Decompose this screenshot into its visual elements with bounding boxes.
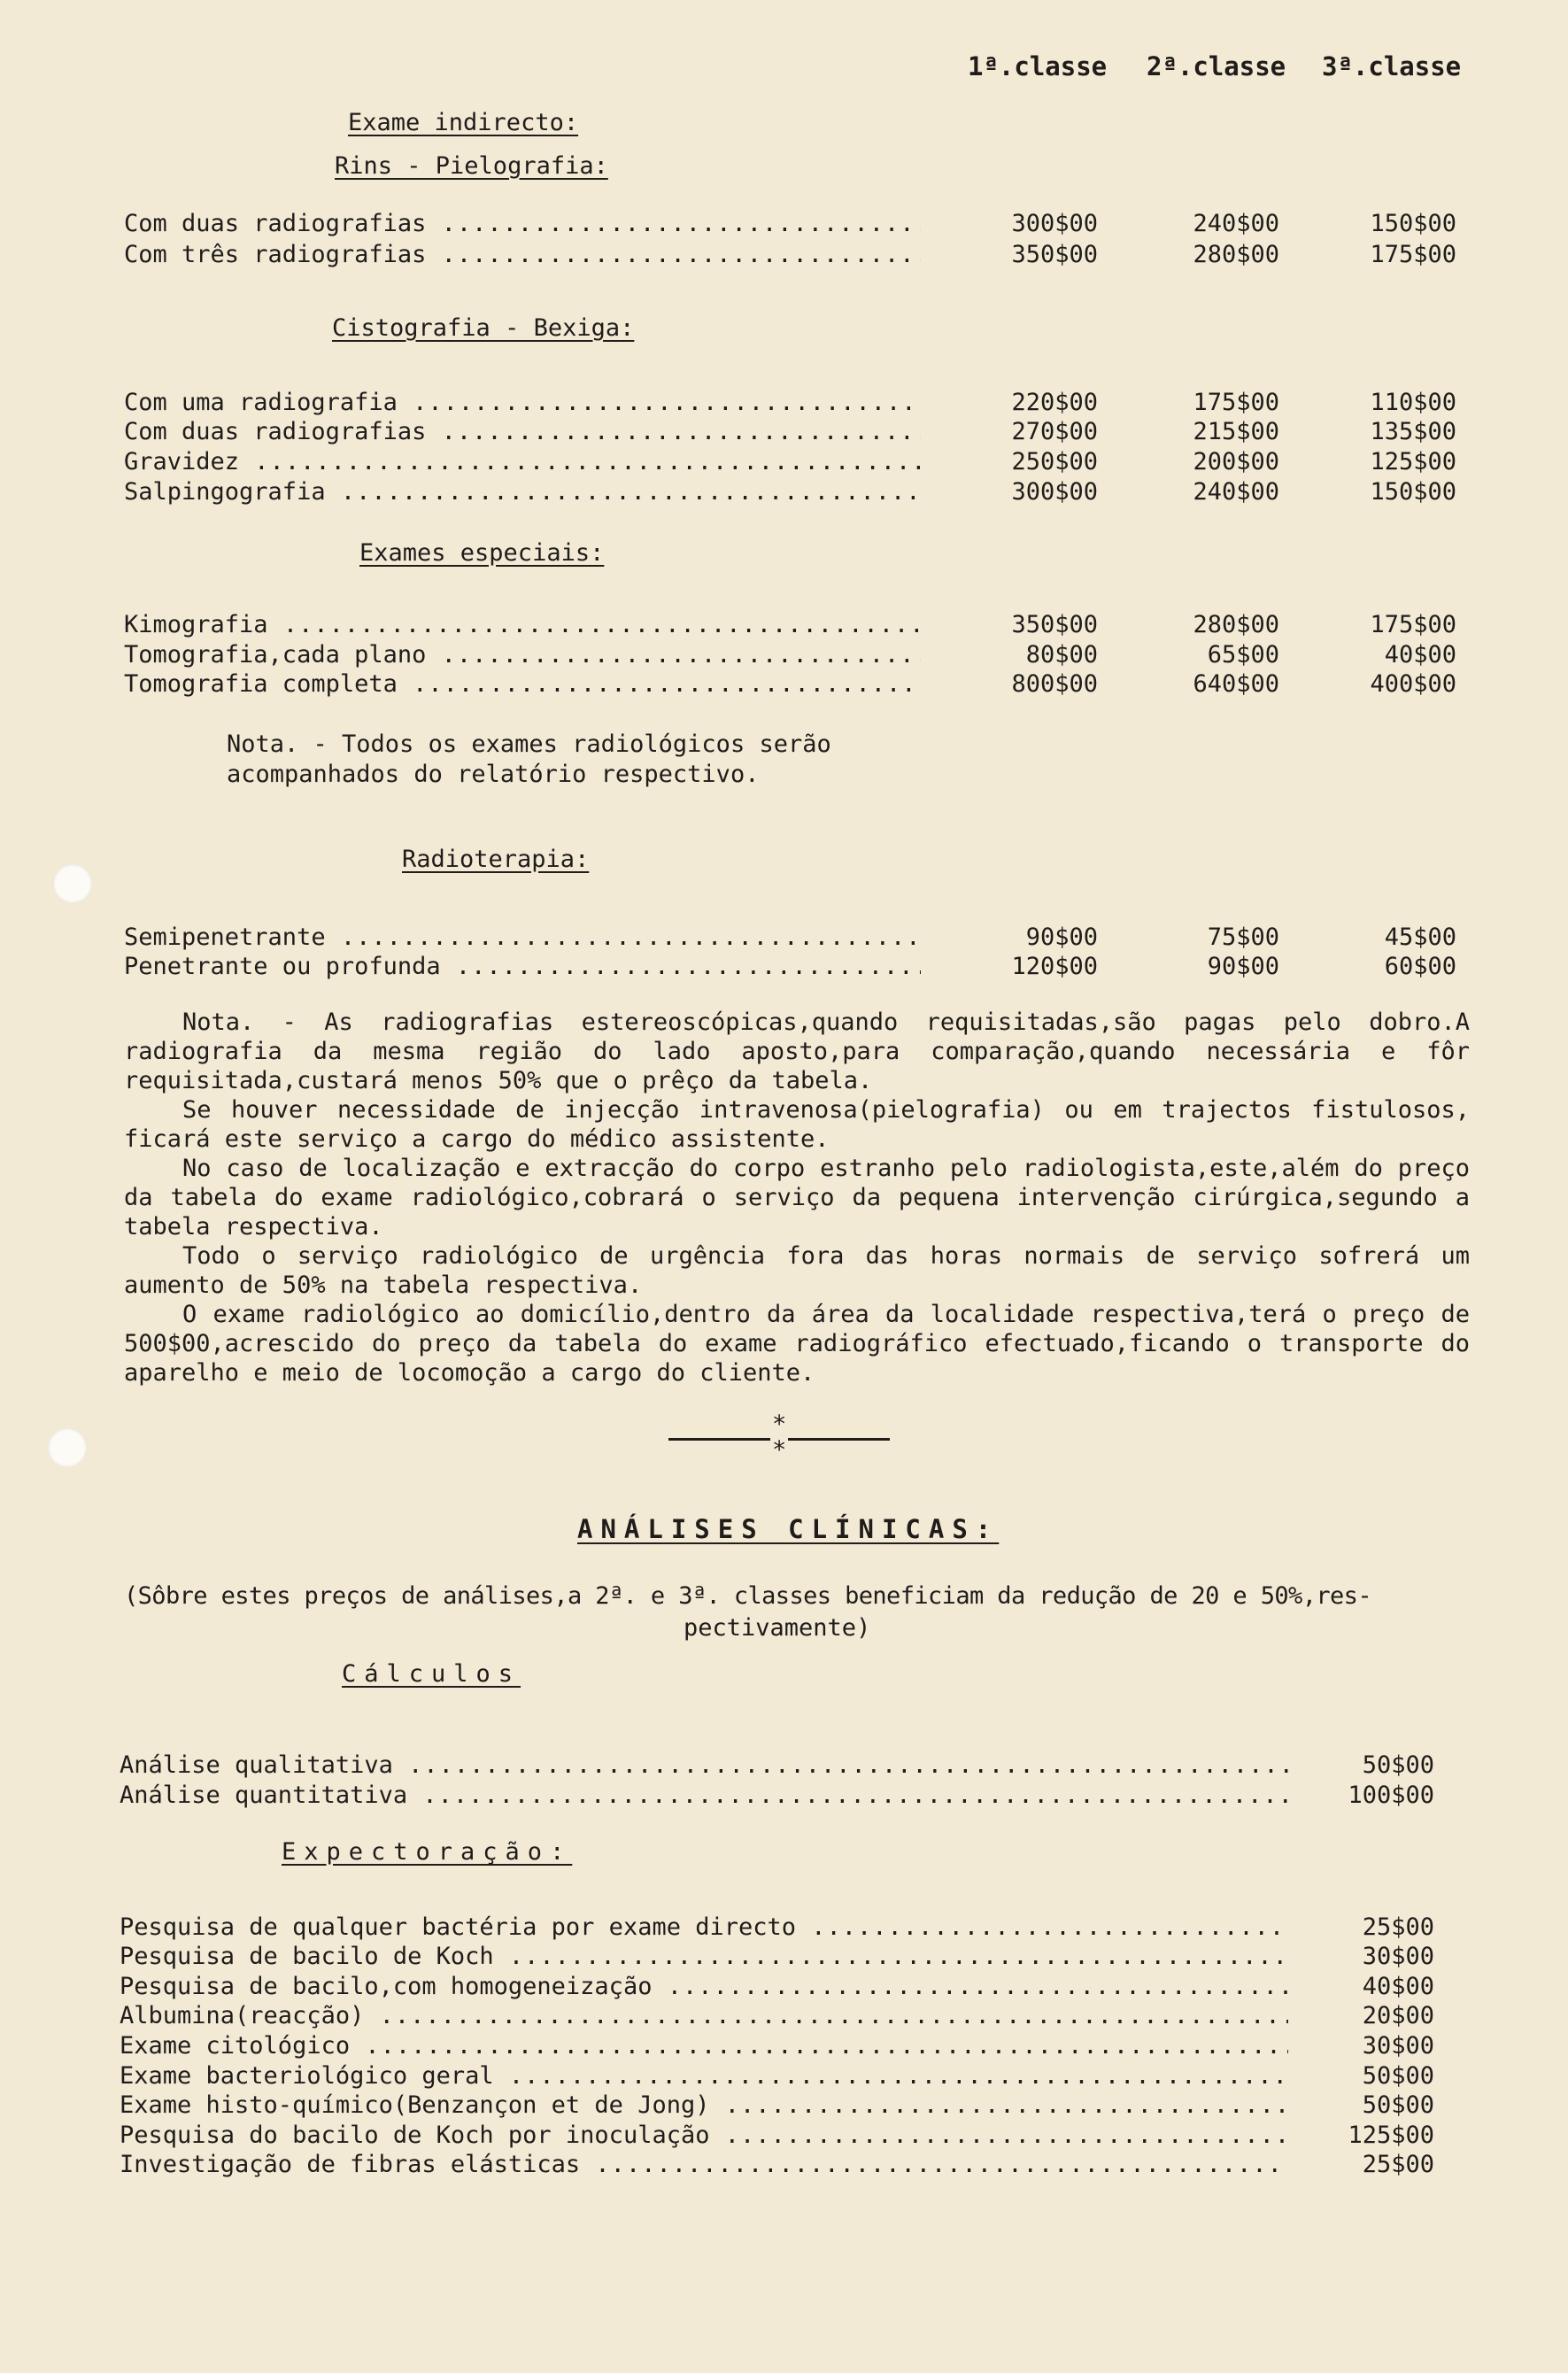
price-class-2: 75$00 (1207, 924, 1279, 951)
price-class-1: 350$00 (1011, 611, 1098, 638)
price: 30$00 (1362, 2032, 1434, 2060)
price: 40$00 (1362, 1973, 1434, 2000)
price-class-1: 350$00 (1011, 241, 1098, 268)
price-class-2: 280$00 (1193, 611, 1279, 638)
note-paragraph: Todo o serviço radiológico de urgência fora das horas normais de serviço sofrerá um aumento de 50% na tabela respectiva. (124, 1242, 1470, 1299)
table-row (0, 1782, 1568, 1812)
column-header-3: 3ª.classe (1322, 51, 1462, 81)
column-header-1: 1ª.classe (968, 51, 1108, 81)
row-label: Penetrante ou profunda ..... (124, 953, 921, 980)
price-class-3: 150$00 (1370, 210, 1456, 237)
nota-especiais-line-2: acompanhados do relatório respectivo. (227, 761, 760, 788)
price-class-1: 800$00 (1011, 670, 1098, 698)
section-title-analises: ANÁLISES CLÍNICAS: (577, 1514, 1000, 1544)
table-row (0, 2002, 1568, 2032)
table-row (0, 418, 1568, 448)
row-label: Pesquisa do bacilo de Koch por inoculação ..... (120, 2122, 1288, 2149)
price: 30$00 (1362, 1943, 1434, 1970)
price-class-2: 65$00 (1207, 641, 1279, 669)
table-row (0, 1943, 1568, 1973)
row-label: Exame histo-químico(Benzançon et de Jong) ..... (120, 2091, 1288, 2119)
punch-hole (48, 1428, 87, 1467)
price-class-1: 300$00 (1011, 210, 1098, 237)
row-label: Com três radiografias ..... (124, 241, 921, 268)
section-title-radioterapia: Radioterapia: (402, 846, 590, 873)
price-class-2: 240$00 (1193, 478, 1279, 506)
row-label: Com duas radiografias ..... (124, 418, 921, 445)
table-row (0, 478, 1568, 508)
price: 125$00 (1348, 2122, 1434, 2149)
row-label: Pesquisa de bacilo de Koch ..... (120, 1943, 1288, 1970)
price-class-2: 215$00 (1193, 418, 1279, 445)
row-label: Análise qualitativa ..... (120, 1751, 1288, 1779)
table-row (0, 210, 1568, 240)
table-row (0, 670, 1568, 700)
row-label: Com uma radiografia ..... (124, 389, 921, 416)
nota-especiais-line-1: Nota. - Todos os exames radiológicos serão (227, 730, 831, 758)
price-class-1: 300$00 (1011, 478, 1098, 506)
price: 25$00 (1362, 2151, 1434, 2178)
row-label: Semipenetrante ..... (124, 924, 921, 951)
table-row (0, 2122, 1568, 2152)
price-class-3: 60$00 (1384, 953, 1456, 980)
price-class-3: 175$00 (1370, 611, 1456, 638)
row-label: Albumina(reacção) ..... (120, 2002, 1288, 2029)
table-row (0, 2151, 1568, 2181)
price-class-2: 280$00 (1193, 241, 1279, 268)
row-label: Investigação de fibras elásticas ..... (120, 2151, 1288, 2178)
price-class-1: 220$00 (1011, 389, 1098, 416)
table-row (0, 1973, 1568, 2003)
row-label: Exame bacteriológico geral ..... (120, 2062, 1288, 2090)
price-class-2: 175$00 (1193, 389, 1279, 416)
row-label: Pesquisa de qualquer bactéria por exame directo ..... (120, 1913, 1288, 1941)
section-title-exame-indirecto: Exame indirecto: (348, 109, 579, 136)
table-row (0, 2032, 1568, 2062)
price-class-1: 270$00 (1011, 418, 1098, 445)
price-class-2: 240$00 (1193, 210, 1279, 237)
price-class-2: 90$00 (1207, 953, 1279, 980)
row-label: Gravidez ..... (124, 448, 921, 475)
row-label: Pesquisa de bacilo,com homogeneização ..... (120, 1973, 1288, 2000)
section-title-calculos: Cálculos (342, 1660, 521, 1688)
note-paragraph: No caso de localização e extracção do corpo estranho pelo radiologista,este,além do preço da tabela do exame radiológico,cobrará o serviço da pequena intervenção cirúrgica,segundo a tabela respectiva. (124, 1155, 1470, 1241)
analises-subtitle-line-2: pectivamente) (684, 1614, 871, 1642)
price-class-3: 150$00 (1370, 478, 1456, 506)
note-paragraph: Se houver necessidade de injecção intravenosa(pielografia) ou em trajectos fistulosos, ficará este serviço a cargo do médico assistente. (124, 1096, 1470, 1153)
separator-line (788, 1438, 890, 1441)
separator-line (668, 1438, 770, 1441)
table-row (0, 641, 1568, 671)
section-title-rins: Rins - Pielografia: (335, 152, 608, 180)
price-class-2: 640$00 (1193, 670, 1279, 698)
table-row (0, 2091, 1568, 2122)
note-paragraph: O exame radiológico ao domicílio,dentro da área da localidade respectiva,terá o preço de 500$00,acrescido do preço da tabela do exame radiográfico efectuado,ficando o transporte do aparelho e meio de locomoção a cargo do cliente. (124, 1301, 1470, 1387)
row-label: Kimografia ..... (124, 611, 921, 638)
price-class-3: 45$00 (1384, 924, 1456, 951)
row-label: Tomografia,cada plano ..... (124, 641, 921, 669)
price-class-1: 120$00 (1011, 953, 1098, 980)
row-label: Salpingografia ..... (124, 478, 921, 506)
price-class-1: 250$00 (1011, 448, 1098, 475)
price-class-3: 175$00 (1370, 241, 1456, 268)
price: 50$00 (1362, 1751, 1434, 1779)
price-class-3: 400$00 (1370, 670, 1456, 698)
section-title-exames-especiais: Exames especiais: (359, 539, 605, 567)
price-class-1: 90$00 (1025, 924, 1098, 951)
table-row (0, 953, 1568, 983)
separator-mark: * (772, 1436, 787, 1464)
price-class-3: 135$00 (1370, 418, 1456, 445)
price: 20$00 (1362, 2002, 1434, 2029)
price-class-3: 40$00 (1384, 641, 1456, 669)
punch-hole (53, 864, 92, 903)
row-label: Com duas radiografias ..... (124, 210, 921, 237)
price: 100$00 (1348, 1782, 1434, 1809)
price-class-1: 80$00 (1025, 641, 1098, 669)
price-class-3: 110$00 (1370, 389, 1456, 416)
section-title-expectoracao: Expectoração: (282, 1838, 573, 1866)
table-row (0, 924, 1568, 954)
price: 25$00 (1362, 1913, 1434, 1941)
row-label: Exame citológico ..... (120, 2032, 1288, 2060)
section-title-cistografia: Cistografia - Bexiga: (332, 314, 635, 342)
separator-mark: * (772, 1411, 787, 1438)
table-row (0, 2062, 1568, 2092)
note-paragraph: Nota. - As radiografias estereoscópicas,quando requisitadas,são pagas pelo dobro.A radiografia da mesma região do lado aposto,para comparação,quando necessária e fôr requisitada,custará menos 50% que o prêço da tabela. (124, 1009, 1470, 1094)
table-row (0, 389, 1568, 419)
row-label: Tomografia completa ..... (124, 670, 921, 698)
price: 50$00 (1362, 2091, 1434, 2119)
column-header-2: 2ª.classe (1147, 51, 1286, 81)
table-row (0, 1751, 1568, 1782)
table-row (0, 448, 1568, 478)
price: 50$00 (1362, 2062, 1434, 2090)
analises-subtitle-line-1: (Sôbre estes preços de análises,a 2ª. e 3ª. classes beneficiam da redução de 20 e 50%,res- (124, 1582, 1371, 1610)
table-row (0, 241, 1568, 271)
notes-block (124, 1008, 1470, 1387)
row-label: Análise quantitativa ..... (120, 1782, 1288, 1809)
table-row (0, 1913, 1568, 1944)
table-row (0, 611, 1568, 641)
price-class-3: 125$00 (1370, 448, 1456, 475)
price-class-2: 200$00 (1193, 448, 1279, 475)
